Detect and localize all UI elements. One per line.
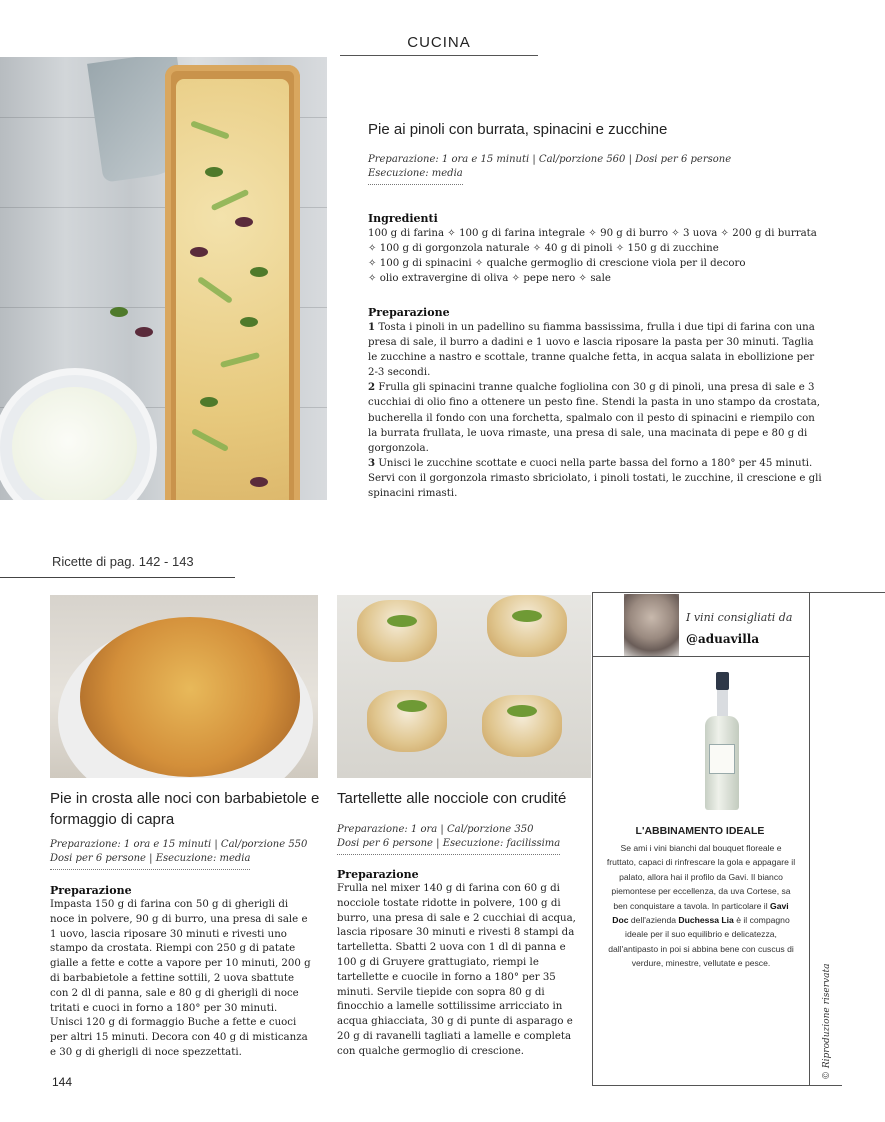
step-number: 3	[368, 456, 376, 469]
pairing-text: Se ami i vini bianchi dal bouquet floreale e fruttato, capaci di rinfrescare la gola e appagare il palato, allora hai il profilo da Gavi. Il bianco piemontese per eccellenza, da uva Cortese, sa ben conquistare a tavola. In particolare il Gavi Doc dell'azienda Duchessa Lia è il compagno ideale per il suo equilibrio e delicatezza, dall'antipasto in poi si abbina bene con cuscus di verdure, minestre, vellutate e pesce.	[606, 843, 796, 969]
winery-name: Duchessa Lia	[678, 915, 734, 926]
step-1	[368, 320, 823, 380]
recipe2-title: Pie in crosta alle noci con barbabietole e formaggio di capra	[50, 790, 320, 828]
recipe1-title: Pie ai pinoli con burrata, spinacini e zucchine	[368, 121, 668, 138]
preparation-text: Frulla nel mixer 140 g di farina con 60 g di nocciole tostate ridotte in polvere, 100 g di burro, una presa di sale e 2 cucchiai di acqua, lascia riposare 30 minuti e rivesti 8 stampi da tartelletta. Sbatti 2 uova con 1 dl di panna e 100 g di Gruyere grattugiato, riempi le tartellette e cuocile in forno a 180° per 35 minuti. Servile tiepide con sopra 80 g di finocchio a lamelle sottilissime arricciato in acqua ghiacciata, 30 g di punte di asparago e 20 g di ravanelli tagliati a lamelle e completa con qualche germoglio di crescione.	[337, 883, 576, 1057]
preparation-text: Impasta 150 g di farina con 50 g di gherigli di noce in polvere, 90 g di burro, una presa di sale e 1 uovo, lascia riposare 30 minuti e rivesti uno stampo da crostata. Riempi con 250 g di patate gialle a fette e cotte a vapore per 10 minuti, 200 g di barbabietole a fettine sottili, 2 uova sbattute con 2 dl di panna, sale e 80 g di gherigli di noce tritati e cuoci in forno a 180° per 30 minuti. Unisci 120 g di formaggio Buche a fette e cuoci per altri 15 minuti. Decora con 40 g di misticanza e 30 g di gherigli di noce spezzettati.	[50, 899, 311, 1058]
ingredients-heading: Ingredienti	[368, 212, 438, 225]
recipe3-meta	[337, 823, 587, 855]
section-header: CUCINA	[340, 34, 538, 56]
ingredients-line: ✧ olio extravergine di oliva ✧ pepe nero ✧ sale	[368, 273, 611, 285]
step-number: 1	[368, 321, 376, 333]
step-text: Frulla gli spinacini tranne qualche fogliolina con 30 g di pinoli, una presa di sale e 3 cucchiai di olio fino a ottenere un pesto fine. Stendi la pasta in uno stampo da crostata, bucherella il fondo con una forchetta, spalmalo con il pesto di spinacini e riempilo con la burrata frullata, le uova rimaste, una presa di sale, una macinata di pepe e 80 g di gorgonzola.	[368, 382, 821, 454]
recipes-reference: Ricette di pag. 142 - 143	[0, 554, 235, 578]
step-3	[368, 456, 823, 501]
recipe3-meta-line2: Dosi per 6 persone | Esecuzione: facilissima	[337, 837, 560, 855]
preparation-heading: Preparazione	[368, 306, 450, 319]
wine-name: Gavi Doc	[612, 900, 789, 926]
pie-photo	[0, 57, 327, 500]
wine-box	[592, 593, 810, 1086]
wine-bottle-image	[705, 672, 739, 810]
ingredients-line: 100 g di farina ✧ 100 g di farina integrale ✧ 90 g di burro ✧ 3 uova ✧ 200 g di burrata	[368, 228, 817, 239]
recipe2-meta-line2: Dosi per 6 persone | Esecuzione: media	[50, 852, 250, 870]
recipe1-preparation	[368, 306, 823, 501]
sommelier-handle: @aduavilla	[686, 632, 760, 646]
recipe2-meta	[50, 838, 320, 870]
wine-label: I vini consigliati da	[686, 611, 793, 624]
recipe2-preparation	[50, 884, 312, 1061]
wine-box-divider	[592, 656, 810, 657]
step-2	[368, 380, 823, 455]
quiche-photo	[50, 595, 318, 778]
recipe1-ingredients	[368, 212, 823, 286]
step-text: Tosta i pinoli in un padellino su fiamma bassissima, frulla i due tipi di farina con una presa di sale, il burro a dadini e 1 uovo e lascia riposare la pasta per 30 minuti. Taglia le zucchine a nastro e scottale, tranne qualche fetta, in acqua salata in ebollizione per 2-3 secondi.	[368, 322, 815, 379]
copyright-notice: © Riproduzione riservata	[822, 963, 832, 1080]
ingredients-line: ✧ 100 g di spinacini ✧ qualche germoglio di crescione viola per il decoro	[368, 258, 746, 270]
pairing-title: L'ABBINAMENTO IDEALE	[635, 825, 765, 837]
recipe1-meta-line2: Esecuzione: media	[368, 167, 463, 185]
recipe3-meta-line1: Preparazione: 1 ora | Cal/porzione 350	[337, 824, 534, 835]
recipe3-title: Tartellette alle nocciole con crudité	[337, 790, 567, 807]
recipe2-meta-line1: Preparazione: 1 ora e 15 minuti | Cal/porzione 550	[50, 839, 308, 850]
recipe3-preparation	[337, 868, 582, 1060]
recipe1-meta	[368, 153, 838, 185]
sommelier-avatar	[624, 594, 679, 656]
step-text: Unisci le zucchine scottate e cuoci nella parte bassa del forno a 180° per 45 minuti. Servi con il gorgonzola rimasto sbriciolato, i pinoli tostati, le zucchine, il crescione e gli spinacini rimasti.	[368, 457, 822, 500]
preparation-heading: Preparazione	[50, 884, 132, 897]
divider-line	[810, 1085, 842, 1086]
preparation-heading: Preparazione	[337, 868, 419, 881]
tartlets-photo	[337, 595, 591, 778]
page-number: 144	[52, 1075, 73, 1089]
ingredients-line: ✧ 100 g di gorgonzola naturale ✧ 40 g di pinoli ✧ 150 g di zucchine	[368, 243, 719, 255]
recipe1-meta-line1: Preparazione: 1 ora e 15 minuti | Cal/porzione 560 | Dosi per 6 persone	[368, 154, 732, 165]
step-number: 2	[368, 381, 376, 394]
